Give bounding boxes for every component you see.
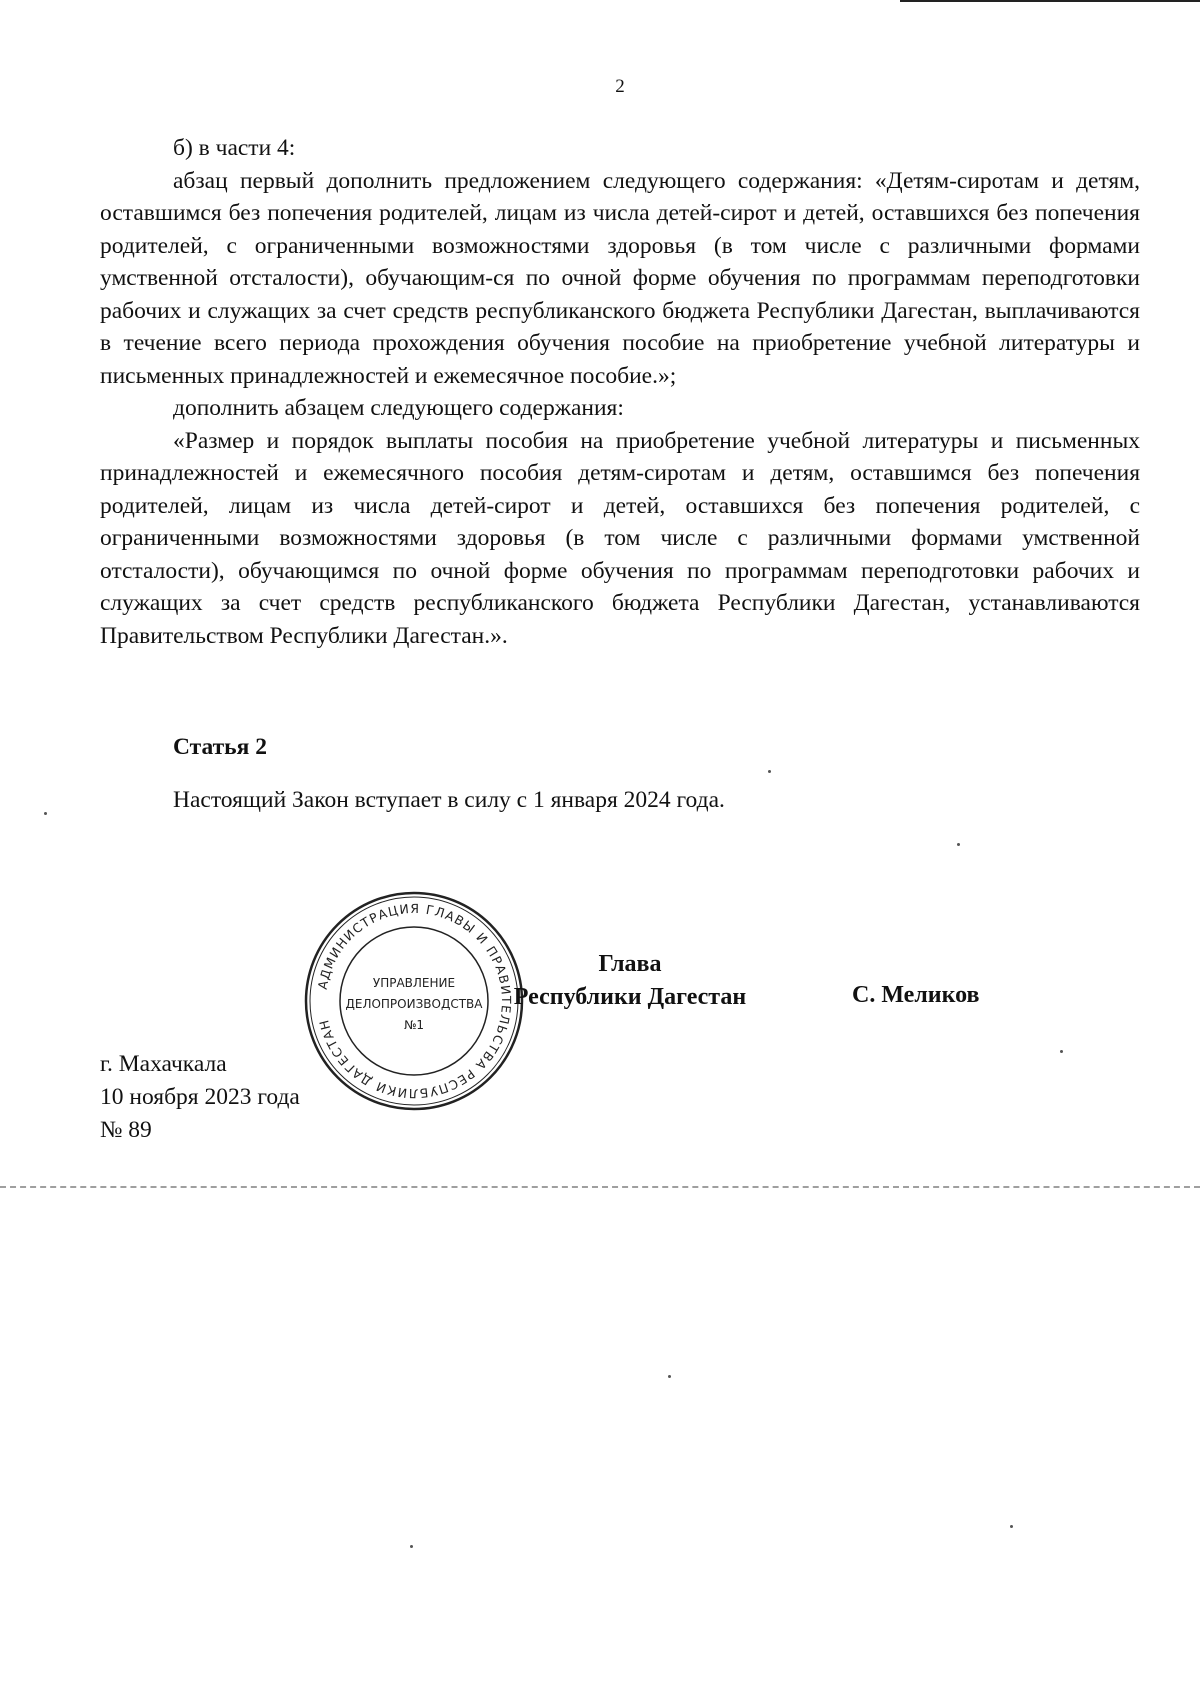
article-2-text: Настоящий Закон вступает в силу с 1 января 2024 года. [173,787,725,813]
scan-speck [768,770,771,773]
signatory-title [490,948,770,1014]
issuance-number: № 89 [100,1117,152,1143]
issuance-details [100,1048,300,1147]
stamp-line-2: ДЕЛОПРОИЗВОДСТВА [345,997,483,1011]
scan-speck [957,843,960,846]
issuance-place: г. Махачкала [100,1051,227,1077]
item-b-heading: б) в части 4: [173,135,296,161]
issuance-date: 10 ноября 2023 года [100,1084,300,1110]
scan-speck [410,1545,413,1548]
scan-speck [1010,1525,1013,1528]
signatory-name: С. Меликов [852,982,980,1008]
scan-artifact-line [0,1186,1200,1191]
stamp-line-3: №1 [403,1018,425,1032]
new-paragraph-text: «Размер и порядок выплаты пособия на приобретение учебной литературы и письменных принадлежностей и ежемесячного пособия детям-сиротам и детям, оставшимся без попечения родителей, лицам из числа детей-сирот и детей, оставшихся без попечения родителей, с ограниченными возможностями здоровья (в том числе с различными формами умственной отсталости), обучающимся по очной форме обучения по программам переподготовки рабочих и служащих за счет средств республиканского бюджета Республики Дагестан, устанавливаются Правительством Республики Дагестан.». [100,427,1140,649]
page-number: 2 [615,76,625,97]
amendment-text [100,132,1140,652]
signatory-title-line-1: Глава [598,951,662,977]
stamp-ring-text: АДМИНИСТРАЦИЯ ГЛАВЫ И ПРАВИТЕЛЬСТВА РЕСПУБЛИКИ ДАГЕСТАН [314,900,515,1102]
scan-speck [44,812,47,815]
signatory-title-line-2: Республики Дагестан [513,984,747,1010]
first-paragraph-instruction: абзац первый дополнить предложением следующего содержания: «Детям-сиротам и детям, оставшимся без попечения родителей, лицам из числа детей-сирот и детей, оставшихся без попечения родителей, с ограниченными возможностями здоровья (в том числе с различными формами умственной отсталости), обучающим-ся по очной форме обучения по программам переподготовки рабочих и служащих за счет средств республиканского бюджета Республики Дагестан, выплачиваются в течение всего периода прохождения обучения пособие на приобретение учебной литературы и письменных принадлежностей и ежемесячное пособие.»; [100,167,1140,389]
scan-speck [668,1375,671,1378]
scan-speck [1060,1050,1063,1053]
stamp-line-1: УПРАВЛЕНИЕ [372,976,456,990]
scan-edge-mark [900,0,1200,2]
add-paragraph-instruction: дополнить абзацем следующего содержания: [173,395,624,421]
article-2-heading: Статья 2 [173,734,267,760]
